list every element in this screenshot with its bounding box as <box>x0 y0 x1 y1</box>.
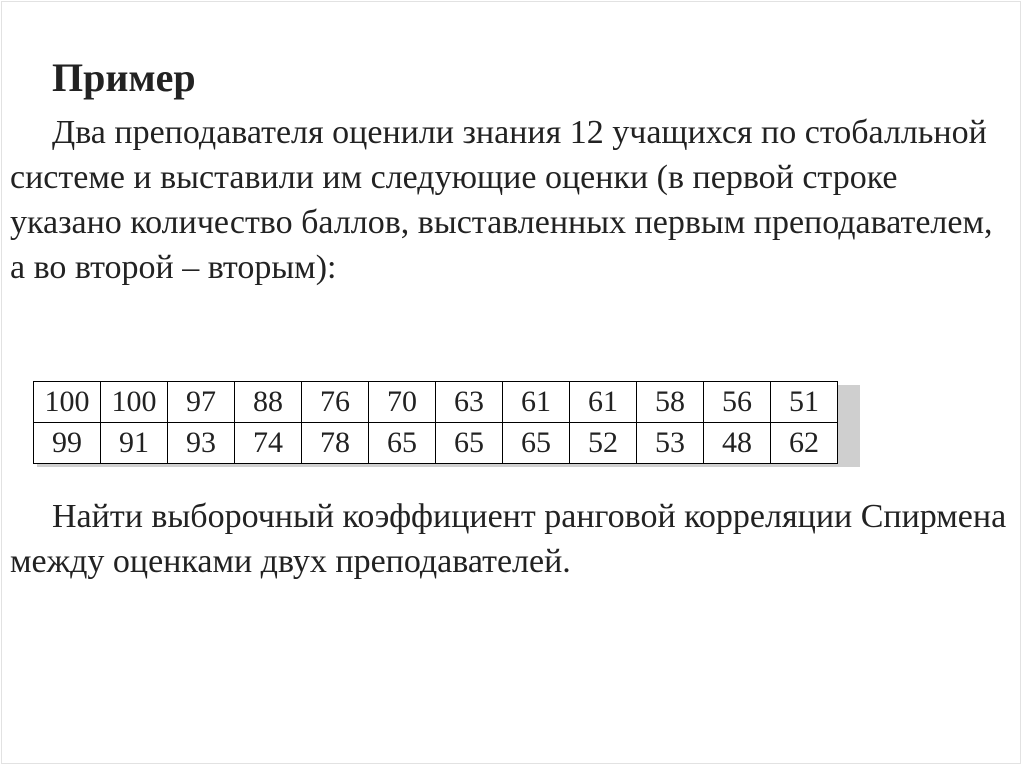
table-cell: 65 <box>503 423 570 464</box>
table-cell: 58 <box>637 382 704 423</box>
table-cell: 70 <box>369 382 436 423</box>
scores-table <box>33 381 838 464</box>
table-cell: 99 <box>34 423 101 464</box>
table-cell: 100 <box>101 382 168 423</box>
table-cell: 48 <box>704 423 771 464</box>
slide-title: Пример <box>52 55 196 100</box>
table-row <box>34 382 838 423</box>
table-cell: 53 <box>637 423 704 464</box>
table-cell: 91 <box>101 423 168 464</box>
table-cell: 93 <box>168 423 235 464</box>
table-cell: 76 <box>302 382 369 423</box>
table-cell: 56 <box>704 382 771 423</box>
table-cell: 97 <box>168 382 235 423</box>
table-cell: 62 <box>771 423 838 464</box>
table-cell: 65 <box>369 423 436 464</box>
task-paragraph: Найти выборочный коэффициент ранговой корреляции Спирмена между оценками двух преподавателей. <box>10 498 1007 580</box>
table-cell: 65 <box>436 423 503 464</box>
table-cell: 78 <box>302 423 369 464</box>
table-cell: 74 <box>235 423 302 464</box>
table-cell: 61 <box>503 382 570 423</box>
table-cell: 51 <box>771 382 838 423</box>
intro-paragraph: Два преподавателя оценили знания 12 учащихся по стобалльной системе и выставили им следующие оценки (в первой строке указано количество баллов, выставленных первым преподавателем, а во второй – вторым): <box>10 114 993 286</box>
table-cell: 61 <box>570 382 637 423</box>
table-cell: 63 <box>436 382 503 423</box>
table-row <box>34 423 838 464</box>
table-cell: 52 <box>570 423 637 464</box>
table-cell: 100 <box>34 382 101 423</box>
table-cell: 88 <box>235 382 302 423</box>
